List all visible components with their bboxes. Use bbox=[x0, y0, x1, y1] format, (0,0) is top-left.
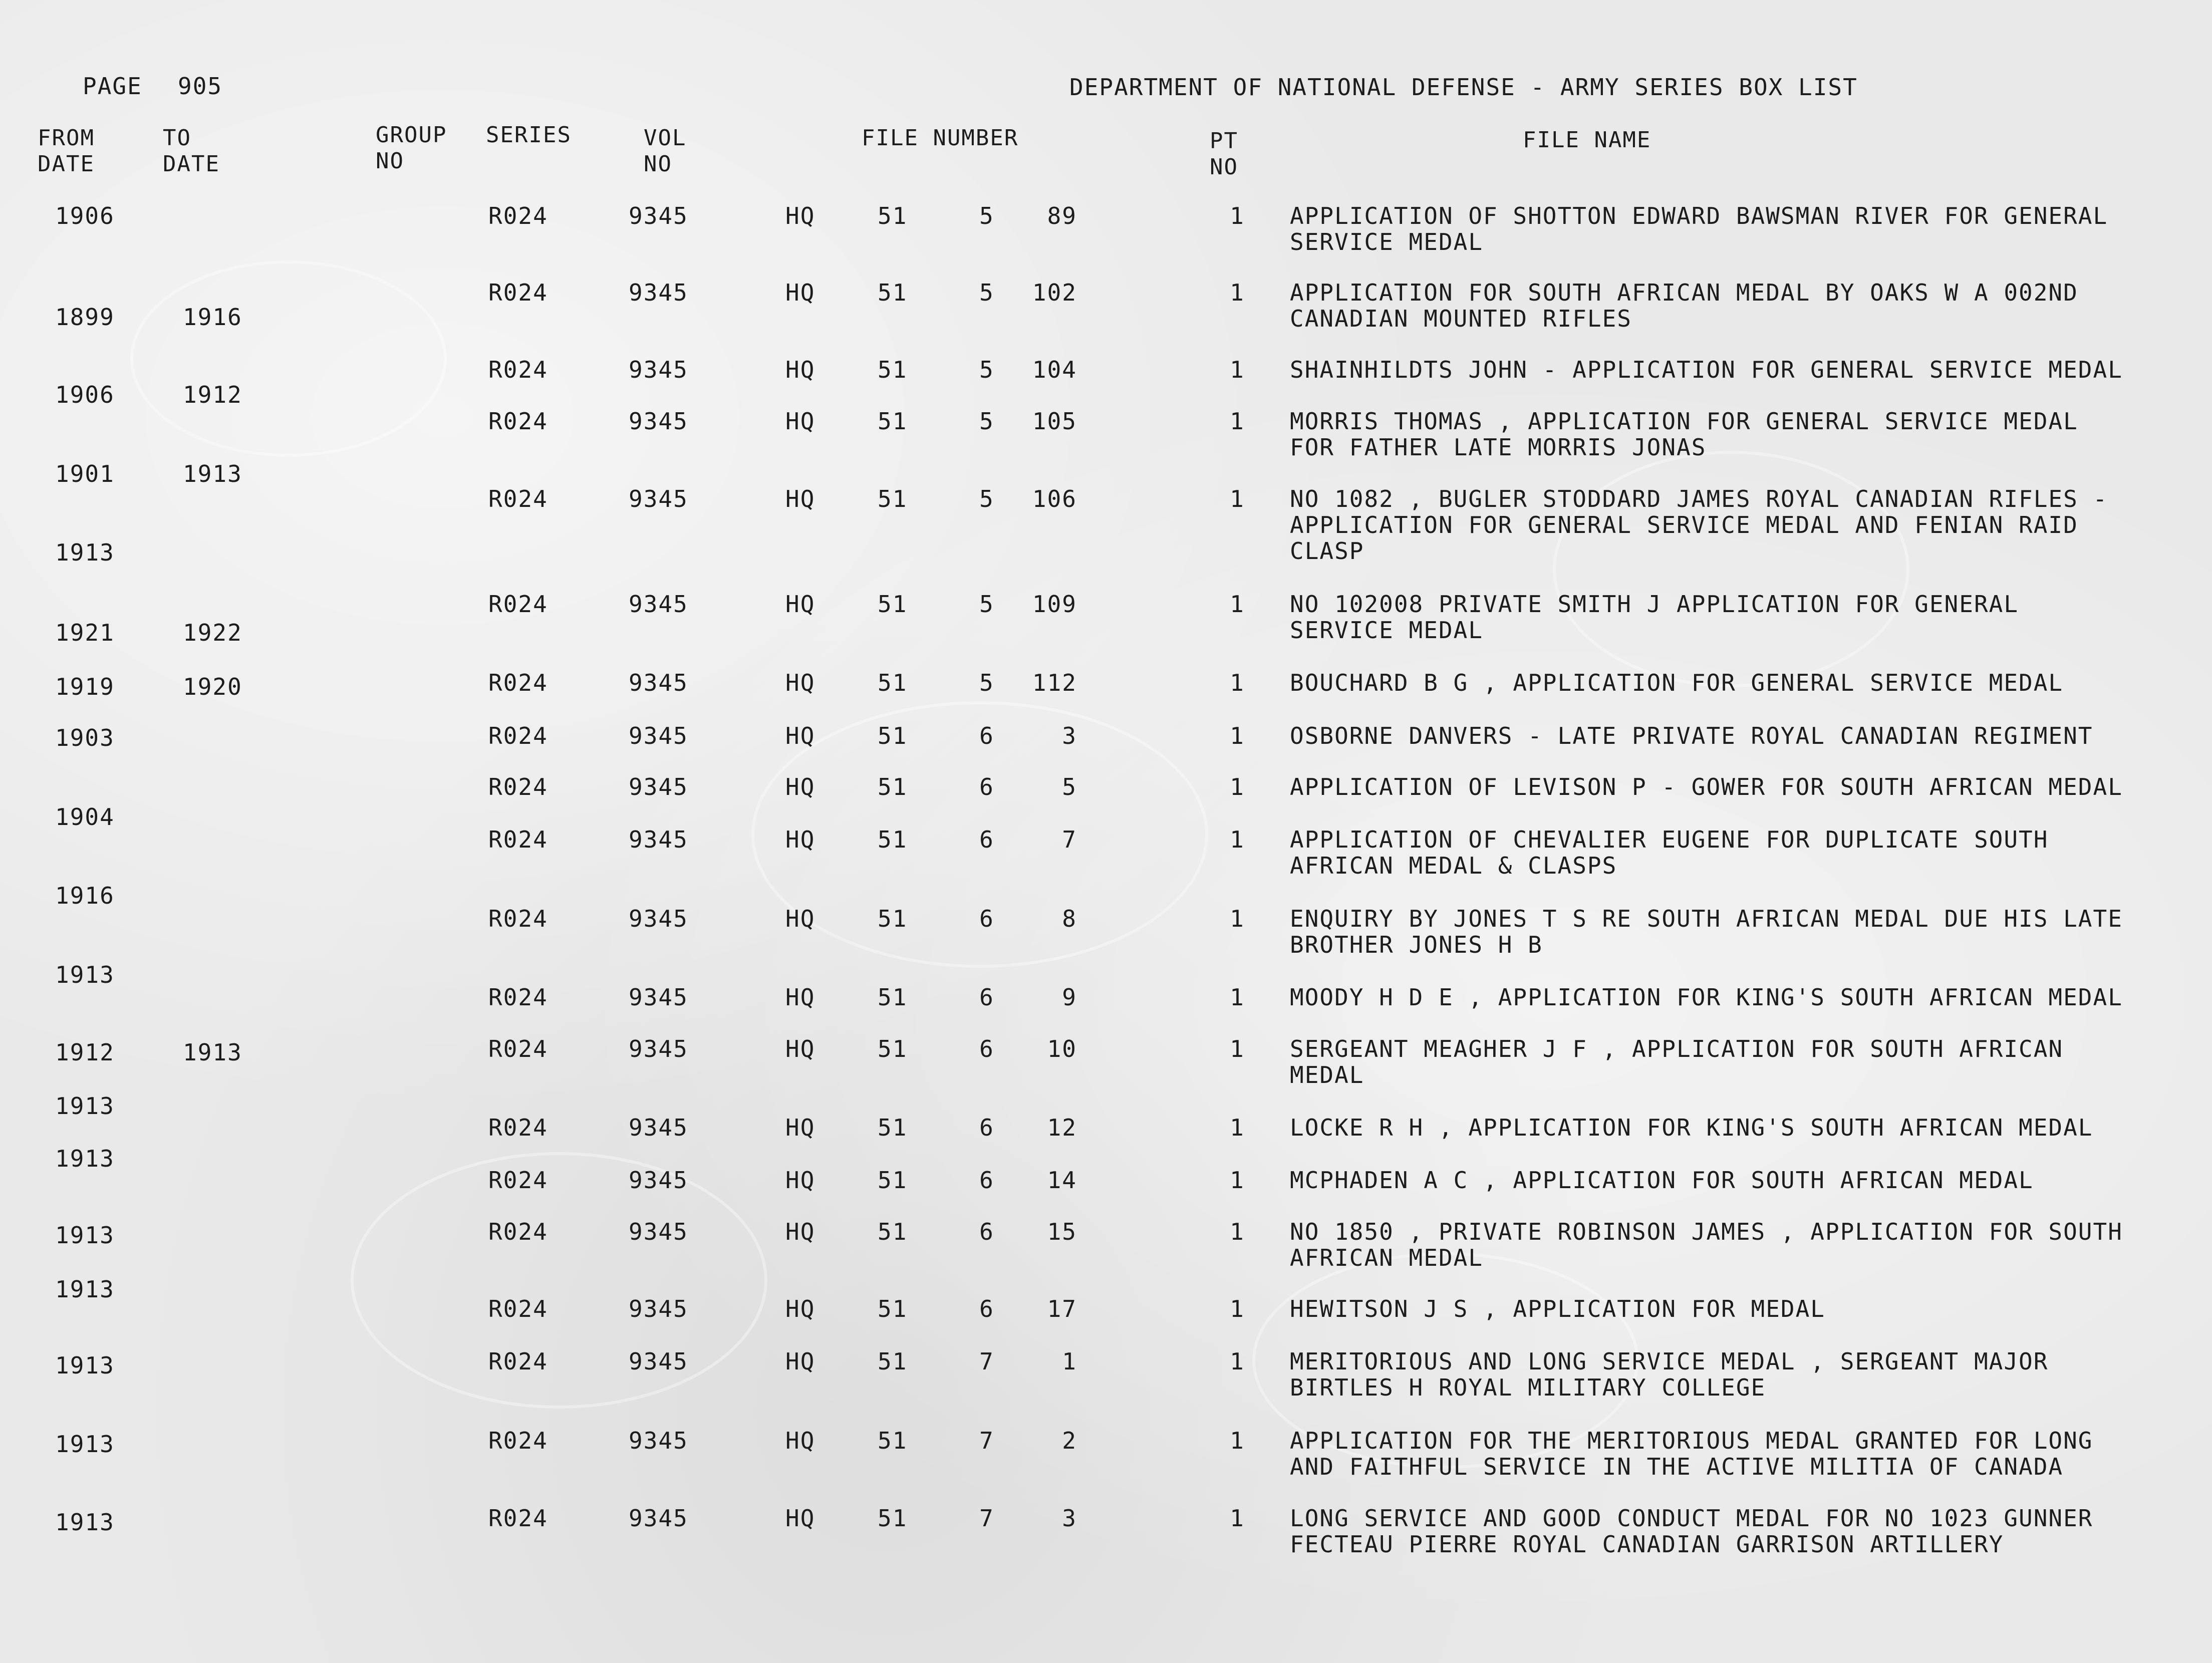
file-number-3: 12 bbox=[1047, 1114, 1077, 1141]
file-number-3: 17 bbox=[1047, 1295, 1077, 1322]
file-number-2: 5 bbox=[979, 202, 994, 229]
pt-no-cell: 1 bbox=[1230, 1348, 1245, 1375]
file-prefix-cell: HQ bbox=[785, 1218, 815, 1245]
vol-no-cell: 9345 bbox=[629, 1295, 688, 1322]
pt-no-cell: 1 bbox=[1230, 773, 1245, 800]
file-name-cell: ENQUIRY BY JONES T S RE SOUTH AFRICAN MEDAL DUE HIS LATE BROTHER JONES H B bbox=[1290, 905, 2123, 958]
series-cell: R024 bbox=[488, 485, 548, 512]
from-date: 1913 bbox=[55, 539, 115, 566]
file-number-2: 6 bbox=[979, 826, 994, 853]
pt-no-cell: 1 bbox=[1230, 984, 1245, 1011]
pt-no-cell: 1 bbox=[1230, 408, 1245, 435]
from-date: 1913 bbox=[55, 961, 115, 988]
series-cell: R024 bbox=[488, 591, 548, 618]
file-name-cell: NO 102008 PRIVATE SMITH J APPLICATION FOR GENERAL SERVICE MEDAL bbox=[1290, 591, 2019, 644]
file-number-1: 51 bbox=[878, 1427, 908, 1454]
vol-no-cell: 9345 bbox=[629, 826, 688, 853]
series-cell: R024 bbox=[488, 356, 548, 383]
file-number-3: 112 bbox=[1032, 669, 1077, 696]
series-cell: R024 bbox=[488, 669, 548, 696]
header-group-no: GROUP NO bbox=[376, 122, 447, 174]
file-number-3: 109 bbox=[1032, 591, 1077, 618]
file-number-2: 5 bbox=[979, 591, 994, 618]
header-from-date: FROM DATE bbox=[38, 125, 95, 177]
file-number-2: 6 bbox=[979, 1167, 994, 1194]
from-date: 1906 bbox=[55, 381, 115, 408]
from-date: 1912 bbox=[55, 1039, 115, 1066]
to-date: 1922 bbox=[183, 619, 242, 646]
file-number-3: 8 bbox=[1062, 905, 1077, 932]
file-number-2: 5 bbox=[979, 669, 994, 696]
file-number-3: 105 bbox=[1032, 408, 1077, 435]
file-number-1: 51 bbox=[878, 1114, 908, 1141]
file-name-cell: NO 1850 , PRIVATE ROBINSON JAMES , APPLICATION FOR SOUTH AFRICAN MEDAL bbox=[1290, 1218, 2123, 1271]
file-prefix-cell: HQ bbox=[785, 669, 815, 696]
series-cell: R024 bbox=[488, 905, 548, 932]
file-name-cell: APPLICATION OF LEVISON P - GOWER FOR SOUTH AFRICAN MEDAL bbox=[1290, 773, 2123, 800]
file-name-cell: OSBORNE DANVERS - LATE PRIVATE ROYAL CANADIAN REGIMENT bbox=[1290, 722, 2093, 749]
file-number-2: 7 bbox=[979, 1348, 994, 1375]
vol-no-cell: 9345 bbox=[629, 1218, 688, 1245]
header-pt-no: PT NO bbox=[1210, 128, 1238, 180]
vol-no-cell: 9345 bbox=[629, 1114, 688, 1141]
file-number-3: 9 bbox=[1062, 984, 1077, 1011]
file-number-2: 7 bbox=[979, 1505, 994, 1532]
series-cell: R024 bbox=[488, 1035, 548, 1062]
file-number-3: 1 bbox=[1062, 1348, 1077, 1375]
series-cell: R024 bbox=[488, 202, 548, 229]
to-date: 1912 bbox=[183, 381, 242, 408]
pt-no-cell: 1 bbox=[1230, 1427, 1245, 1454]
vol-no-cell: 9345 bbox=[629, 722, 688, 749]
from-date: 1921 bbox=[55, 619, 115, 646]
file-number-3: 106 bbox=[1032, 485, 1077, 512]
pt-no-cell: 1 bbox=[1230, 1114, 1245, 1141]
to-date: 1913 bbox=[183, 460, 242, 487]
series-cell: R024 bbox=[488, 1114, 548, 1141]
file-prefix-cell: HQ bbox=[785, 591, 815, 618]
file-name-cell: MORRIS THOMAS , APPLICATION FOR GENERAL SERVICE MEDAL FOR FATHER LATE MORRIS JONAS bbox=[1290, 408, 2078, 461]
file-prefix-cell: HQ bbox=[785, 826, 815, 853]
file-number-1: 51 bbox=[878, 408, 908, 435]
file-name-cell: MCPHADEN A C , APPLICATION FOR SOUTH AFRICAN MEDAL bbox=[1290, 1167, 2034, 1194]
vol-no-cell: 9345 bbox=[629, 1427, 688, 1454]
pt-no-cell: 1 bbox=[1230, 722, 1245, 749]
vol-no-cell: 9345 bbox=[629, 984, 688, 1011]
file-prefix-cell: HQ bbox=[785, 1505, 815, 1532]
file-number-2: 6 bbox=[979, 905, 994, 932]
series-cell: R024 bbox=[488, 1167, 548, 1194]
from-date: 1916 bbox=[55, 882, 115, 909]
to-date: 1920 bbox=[183, 673, 242, 700]
vol-no-cell: 9345 bbox=[629, 1505, 688, 1532]
file-number-1: 51 bbox=[878, 1218, 908, 1245]
vol-no-cell: 9345 bbox=[629, 485, 688, 512]
file-name-cell: APPLICATION OF SHOTTON EDWARD BAWSMAN RIVER FOR GENERAL SERVICE MEDAL bbox=[1290, 202, 2108, 255]
file-name-cell: LOCKE R H , APPLICATION FOR KING'S SOUTH AFRICAN MEDAL bbox=[1290, 1114, 2093, 1141]
vol-no-cell: 9345 bbox=[629, 669, 688, 696]
file-number-2: 6 bbox=[979, 1295, 994, 1322]
file-prefix-cell: HQ bbox=[785, 984, 815, 1011]
from-date: 1913 bbox=[55, 1145, 115, 1172]
file-prefix-cell: HQ bbox=[785, 1035, 815, 1062]
file-prefix-cell: HQ bbox=[785, 408, 815, 435]
file-number-1: 51 bbox=[878, 984, 908, 1011]
file-number-2: 5 bbox=[979, 408, 994, 435]
pt-no-cell: 1 bbox=[1230, 279, 1245, 306]
series-cell: R024 bbox=[488, 279, 548, 306]
file-name-cell: LONG SERVICE AND GOOD CONDUCT MEDAL FOR NO 1023 GUNNER FECTEAU PIERRE ROYAL CANADIAN GARRISON ARTILLERY bbox=[1290, 1505, 2093, 1558]
vol-no-cell: 9345 bbox=[629, 773, 688, 800]
file-prefix-cell: HQ bbox=[785, 1427, 815, 1454]
file-number-2: 6 bbox=[979, 722, 994, 749]
vol-no-cell: 9345 bbox=[629, 408, 688, 435]
file-number-2: 5 bbox=[979, 485, 994, 512]
pt-no-cell: 1 bbox=[1230, 485, 1245, 512]
pt-no-cell: 1 bbox=[1230, 905, 1245, 932]
series-cell: R024 bbox=[488, 722, 548, 749]
pt-no-cell: 1 bbox=[1230, 1295, 1245, 1322]
file-number-2: 5 bbox=[979, 279, 994, 306]
pt-no-cell: 1 bbox=[1230, 1167, 1245, 1194]
to-date: 1913 bbox=[183, 1039, 242, 1066]
from-date: 1906 bbox=[55, 202, 115, 229]
document-title: DEPARTMENT OF NATIONAL DEFENSE - ARMY SERIES BOX LIST bbox=[1069, 74, 1858, 101]
pt-no-cell: 1 bbox=[1230, 669, 1245, 696]
to-date: 1916 bbox=[183, 304, 242, 331]
file-prefix-cell: HQ bbox=[785, 1295, 815, 1322]
file-number-2: 6 bbox=[979, 1114, 994, 1141]
vol-no-cell: 9345 bbox=[629, 591, 688, 618]
file-name-cell: SHAINHILDTS JOHN - APPLICATION FOR GENERAL SERVICE MEDAL bbox=[1290, 356, 2123, 383]
pt-no-cell: 1 bbox=[1230, 1035, 1245, 1062]
file-number-1: 51 bbox=[878, 485, 908, 512]
file-prefix-cell: HQ bbox=[785, 1114, 815, 1141]
file-number-2: 5 bbox=[979, 356, 994, 383]
header-to-date: TO DATE bbox=[163, 125, 220, 177]
series-cell: R024 bbox=[488, 826, 548, 853]
pt-no-cell: 1 bbox=[1230, 202, 1245, 229]
series-cell: R024 bbox=[488, 1295, 548, 1322]
vol-no-cell: 9345 bbox=[629, 1035, 688, 1062]
file-prefix-cell: HQ bbox=[785, 202, 815, 229]
file-number-2: 6 bbox=[979, 1035, 994, 1062]
file-name-cell: MOODY H D E , APPLICATION FOR KING'S SOUTH AFRICAN MEDAL bbox=[1290, 984, 2123, 1011]
file-name-cell: SERGEANT MEAGHER J F , APPLICATION FOR SOUTH AFRICAN MEDAL bbox=[1290, 1035, 2064, 1088]
file-number-3: 3 bbox=[1062, 722, 1077, 749]
file-prefix-cell: HQ bbox=[785, 1348, 815, 1375]
vol-no-cell: 9345 bbox=[629, 905, 688, 932]
file-name-cell: APPLICATION OF CHEVALIER EUGENE FOR DUPLICATE SOUTH AFRICAN MEDAL & CLASPS bbox=[1290, 826, 2049, 879]
header-file-name: FILE NAME bbox=[1523, 127, 1651, 153]
vol-no-cell: 9345 bbox=[629, 356, 688, 383]
from-date: 1913 bbox=[55, 1509, 115, 1536]
file-name-cell: NO 1082 , BUGLER STODDARD JAMES ROYAL CANADIAN RIFLES - APPLICATION FOR GENERAL SERVICE MEDAL AND FENIAN RAID CLASP bbox=[1290, 485, 2108, 565]
page-number: 905 bbox=[178, 73, 223, 100]
file-number-3: 104 bbox=[1032, 356, 1077, 383]
from-date: 1904 bbox=[55, 803, 115, 830]
file-number-2: 6 bbox=[979, 773, 994, 800]
from-date: 1903 bbox=[55, 724, 115, 751]
file-name-cell: MERITORIOUS AND LONG SERVICE MEDAL , SERGEANT MAJOR BIRTLES H ROYAL MILITARY COLLEGE bbox=[1290, 1348, 2049, 1401]
from-date: 1913 bbox=[55, 1352, 115, 1379]
pt-no-cell: 1 bbox=[1230, 1505, 1245, 1532]
vol-no-cell: 9345 bbox=[629, 279, 688, 306]
vol-no-cell: 9345 bbox=[629, 1167, 688, 1194]
file-name-cell: BOUCHARD B G , APPLICATION FOR GENERAL SERVICE MEDAL bbox=[1290, 669, 2064, 696]
file-number-2: 6 bbox=[979, 984, 994, 1011]
from-date: 1913 bbox=[55, 1092, 115, 1120]
file-number-1: 51 bbox=[878, 722, 908, 749]
series-cell: R024 bbox=[488, 408, 548, 435]
file-prefix-cell: HQ bbox=[785, 722, 815, 749]
from-date: 1919 bbox=[55, 673, 115, 700]
from-date: 1899 bbox=[55, 304, 115, 331]
pt-no-cell: 1 bbox=[1230, 1218, 1245, 1245]
pt-no-cell: 1 bbox=[1230, 826, 1245, 853]
series-cell: R024 bbox=[488, 1505, 548, 1532]
page-label: PAGE bbox=[83, 73, 142, 100]
file-number-1: 51 bbox=[878, 1505, 908, 1532]
file-name-cell: APPLICATION FOR THE MERITORIOUS MEDAL GRANTED FOR LONG AND FAITHFUL SERVICE IN THE ACTIVE MILITIA OF CANADA bbox=[1290, 1427, 2093, 1480]
file-number-3: 3 bbox=[1062, 1505, 1077, 1532]
header-vol-no: VOL NO bbox=[644, 125, 687, 177]
file-number-1: 51 bbox=[878, 773, 908, 800]
from-date: 1913 bbox=[55, 1431, 115, 1458]
file-number-1: 51 bbox=[878, 591, 908, 618]
file-name-cell: APPLICATION FOR SOUTH AFRICAN MEDAL BY OAKS W A 002ND CANADIAN MOUNTED RIFLES bbox=[1290, 279, 2078, 332]
pt-no-cell: 1 bbox=[1230, 356, 1245, 383]
file-number-3: 5 bbox=[1062, 773, 1077, 800]
file-prefix-cell: HQ bbox=[785, 1167, 815, 1194]
file-number-3: 15 bbox=[1047, 1218, 1077, 1245]
file-number-3: 2 bbox=[1062, 1427, 1077, 1454]
file-number-1: 51 bbox=[878, 1348, 908, 1375]
series-cell: R024 bbox=[488, 1427, 548, 1454]
file-prefix-cell: HQ bbox=[785, 485, 815, 512]
file-name-cell: HEWITSON J S , APPLICATION FOR MEDAL bbox=[1290, 1295, 1825, 1322]
series-cell: R024 bbox=[488, 773, 548, 800]
file-number-1: 51 bbox=[878, 905, 908, 932]
header-file-number: FILE NUMBER bbox=[862, 125, 1019, 151]
file-number-3: 7 bbox=[1062, 826, 1077, 853]
file-prefix-cell: HQ bbox=[785, 279, 815, 306]
from-date: 1913 bbox=[55, 1276, 115, 1303]
file-prefix-cell: HQ bbox=[785, 905, 815, 932]
file-prefix-cell: HQ bbox=[785, 356, 815, 383]
file-number-1: 51 bbox=[878, 669, 908, 696]
vol-no-cell: 9345 bbox=[629, 1348, 688, 1375]
file-number-1: 51 bbox=[878, 1035, 908, 1062]
file-number-1: 51 bbox=[878, 826, 908, 853]
series-cell: R024 bbox=[488, 984, 548, 1011]
file-number-1: 51 bbox=[878, 1295, 908, 1322]
file-number-1: 51 bbox=[878, 356, 908, 383]
header-series: SERIES bbox=[486, 122, 572, 148]
file-prefix-cell: HQ bbox=[785, 773, 815, 800]
file-number-3: 89 bbox=[1047, 202, 1077, 229]
file-number-1: 51 bbox=[878, 202, 908, 229]
file-number-3: 10 bbox=[1047, 1035, 1077, 1062]
from-date: 1901 bbox=[55, 460, 115, 487]
pt-no-cell: 1 bbox=[1230, 591, 1245, 618]
file-number-3: 14 bbox=[1047, 1167, 1077, 1194]
series-cell: R024 bbox=[488, 1218, 548, 1245]
file-number-2: 7 bbox=[979, 1427, 994, 1454]
file-number-1: 51 bbox=[878, 279, 908, 306]
file-number-1: 51 bbox=[878, 1167, 908, 1194]
from-date: 1913 bbox=[55, 1222, 115, 1249]
series-cell: R024 bbox=[488, 1348, 548, 1375]
vol-no-cell: 9345 bbox=[629, 202, 688, 229]
file-number-3: 102 bbox=[1032, 279, 1077, 306]
file-number-2: 6 bbox=[979, 1218, 994, 1245]
